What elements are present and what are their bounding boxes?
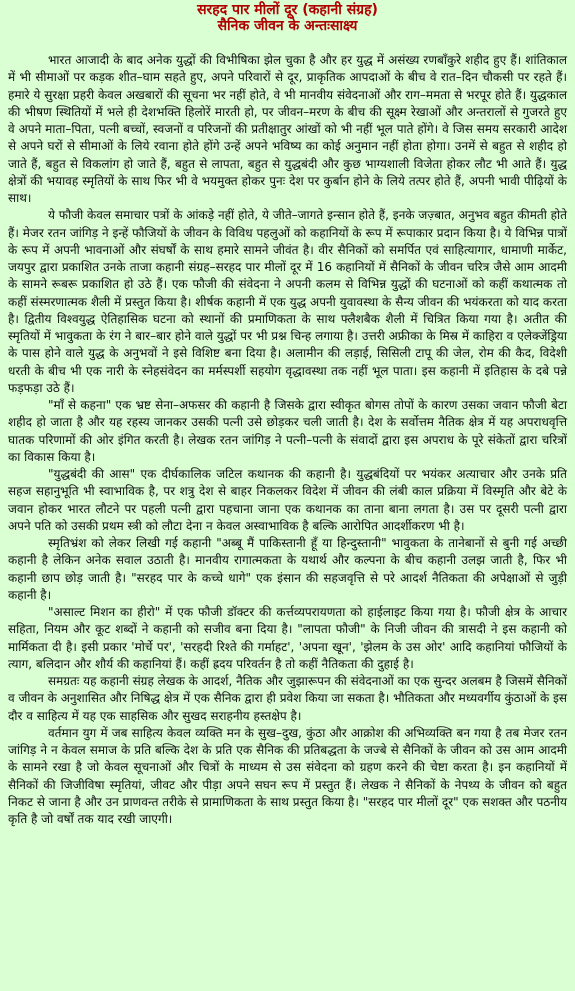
- page-title: सरहद पार मीलों दूर (कहानी संग्रह): [197, 2, 378, 18]
- paragraph-2: ये फौजी केवल समाचार पत्रों के आंकड़े नहीं होते, ये जीते–जागते इन्सान होते हैं, इनके जज़्बात, अनुभव बहुत कीमती होते हैं। मेजर रतन जांगिड़ ने इन्हें फौजियों के जीवन के विविध पहलुओं को कहानियों के रूप में रूपाकार प्रदान किया है। ये विभिन्न पात्रों के रूप में अपनी भावनाओं और संघर्षों के साथ हमारे सामने जीवंत है। वीर सैनिकों को समर्पित एवं साहित्यागार, धामाणी मार्केट, जयपुर द्वारा प्रकाशित उनके ताजा कहानी संग्रह–सरहद पार मीलों दूर में 16 कहानियों में सैनिकों के जीवन चरित्र जैसे आम आदमी के सामने रूबरू प्रकाशित हो उठे हैं। एक फौजी की संवेदना ने अपनी कलम से विभिन्न युद्धों की घटनाओं को कहीं कथात्मक तो कहीं संस्मरणात्मक शैली में प्रस्तुत किया है। शीर्षक कहानी में एक युद्ध अपनी युवावस्था के सैन्य जीवन की भयंकरता को याद करता है। द्वितीय विश्वयुद्ध ऐतिहासिक घटना को स्थानों की प्रमाणिकता के साथ फ्लैशबैक शैली में चित्रित किया गया है। अतीत की स्मृतियों में भावुकता के रंग ने बार–बार होने वाले युद्धों पर भी प्रश्न चिन्ह लगाया है। उत्तरी अफ्रीका के मिस्र में काहिरा व एलेक्जेंड्रिया के पास होने वाले युद्ध के अनुभवों ने इसे विशिष्ट बना दिया है। अलामीन की लड़ाई, सिसिली टापू की जेल, रोम की कैद, विदेशी धरती के बीच भी एक नारी के स्नेहसंवेदन का मर्मस्पर्शी सहयोग वृद्धावस्था तक नहीं भूल पाता। इस कहानी में इतिहास के दबे पन्ने फड़फड़ा उठे हैं।: [8, 208, 567, 395]
- paragraph-8: वर्तमान युग में जब साहित्य केवल व्यक्ति मन के सुख–दुख, कुंठा और आक्रोश की अभिव्यक्ति बन गया है तब मेजर रतन जांगिड़ ने न केवल समाज के प्रति बल्कि देश के प्रति एक सैनिक की प्रतिबद्धता के जज्बे से सैनिकों के जीवन को उस आम आदमी के सामने रखा है जो केवल सूचनाओं और चित्रों के माध्यम से उस संवेदना को ग्रहण करने की चेष्टा करता है। इन कहानियों में सैनिकों की जिजीविषा स्मृतियां, जीवट और पीड़ा अपने सघन रूप में प्रस्तुत हैं। लेखक ने सैनिकों के नेपथ्य के जीवन को बहुत निकट से जाना है और उन प्राणवन्त तरीके से प्रामाणिकता के साथ प्रस्तुत किया है। "सरहद पार मीलों दूर" एक सशक्त और पठनीय कृति है जो वर्षों तक याद रखी जाएगी।: [8, 725, 567, 826]
- paragraph-6: "असाल्ट मिशन का हीरो" में एक फौजी डॉक्टर की कर्त्तव्यपरायणता को हाईलाइट किया गया है। फौजी क्षेत्र के आचार सहिता, नियम और कूट शब्दों ने कहानी को सजीव बना दिया है। "लापता फौजी" के निजी जीवन की त्रासदी ने इस कहानी को मार्मिकता दी है। इसी प्रकार 'मोर्चे पर', 'सरहदी रिश्ते की गर्माहट', 'अपना खून', 'झेलम के उस ओर' आदि कहानियां फौजियों के त्याग, बलिदान और शौर्य की कहानियां हैं। कहीं ह्रदय परिवर्तन है तो कहीं नैतिकता की दुहाई है।: [8, 605, 567, 671]
- article-body: [8, 52, 567, 828]
- paragraph-4: "युद्धबंदी की आस" एक दीर्घकालिक जटिल कथानक की कहानी है। युद्धबंदियों पर भयंकर अत्याचार और उनके प्रति सहज सहानुभूति भी स्वाभाविक है, पर शत्रु देश से बाहर निकलकर विदेश में जीवन की लंबी काल प्रक्रिया में विस्मृति और बेटे के जवान होकर भारत लौटने पर पहली पत्नी द्वारा पहचाना जाना एक कथानक का ताना बाना लगता है। उस पर दूसरी पत्नी द्वारा अपने पति को उसकी प्रथम स्त्री को लौटा देना न केवल अस्वाभाविक है बल्कि आरोपित आदर्शीकरण भी है।: [8, 467, 567, 533]
- paragraph-1: भारत आजादी के बाद अनेक युद्धों की विभीषिका झेल चुका है और हर युद्ध में असंख्य रणबाँकुरे शहीद हुए हैं। शांतिकाल में भी सीमाओं पर कड़क शीत–घाम सहते हुए, अपने परिवारों से दूर, प्राकृतिक आपदाओं के बीच वे रात–दिन चौकसी पर रहते हैं। हमारे ये सुरक्षा प्रहरी केवल अखबारों की सूचना भर नहीं होते, वे भी मानवीय संवेदनाओं और राग–ममता से भरपूर होते हैं। युद्धकाल की भीषण स्थितियों में भले ही देशभक्ति हिलोरें मारती हो, पर जीवन–मरण के बीच की सूक्ष्म रेखाओं और अन्तरालों से गुजरते हुए वे अपने माता–पिता, पत्नी बच्चों, स्वजनों व परिजनों की प्रतीक्षातुर आंखों को भी नहीं भूल पाते होंगे। वे जिस समय सरकारी आदेश से अपने घरों से सीमाओं के लिये रवाना होते होंगे उन्हें अपने भविष्य का कोई अनुमान नहीं होता होगा। उनमें से बहुत से शहीद हो जाते हैं, बहुत से विकलांग हो जाते हैं, बहुत से लापता, बहुत से युद्धबंदी और कुछ भाग्यशाली विजेता होकर लौट भी आते हैं। युद्ध क्षेत्रों की भयावह स्मृतियों के साथ फिर भी वे भयमुक्त होकर पुनः देश पर कुर्बान होने के लिये तत्पर होते हैं, अपनी भावी पीढ़ियों के साथ।: [8, 53, 567, 205]
- paragraph-7: समग्रतः यह कहानी संग्रह लेखक के आदर्श, नैतिक और जुझारूपन की संवेदनाओं का एक सुन्दर अलबम है जिसमें सैनिकों व जीवन के अनुशासित और निषिद्ध क्षेत्र में एक सैनिक द्वारा ही प्रवेश किया जा सकता है। भौतिकता और मध्यवर्गीय कुंठाओं के इस दौर व साहित्य में यह एक साहसिक और सुखद सराहनीय हस्तक्षेप है।: [8, 674, 567, 723]
- paragraph-5: स्मृतिभ्रंश को लेकर लिखी गई कहानी "अब्बू मैं पाकिस्तानी हूँ या हिन्दुस्तानी" भावुकता के तानेबानों से बुनी गई अच्छी कहानी है लेकिन अनेक सवाल उठाती है। मानवीय रागात्मकता के यथार्थ और कल्पना के बीच कहानी उलझ जाती है, फिर भी कहानी छाप छोड़ जाती है। "सरहद पार के कच्चे धागे" एक इंसान की सहजवृत्ति से परे आदर्श नैतिकता की अपेक्षाओं से जुड़ी कहानी है।: [8, 536, 567, 602]
- page-header: [8, 2, 567, 34]
- paragraph-3: "माँ से कहना" एक भ्रष्ट सेना–अफसर की कहानी है जिसके द्वारा स्वीकृत बोगस तोपों के कारण उसका जवान फौजी बेटा शहीद हो जाता है और यह रहस्य जानकर उसकी पत्नी उसे छोड़कर चली जाती है। देश के सर्वोत्तम नैतिक क्षेत्र में यह अपराधवृत्ति घातक परिणामों की ओर इंगित करती है। लेखक रतन जांगिड़ ने पत्नी–पत्नी के संवादों द्वारा इस अपराध के पूरे संकेतों द्वारा चरित्रों का विकास किया है।: [8, 398, 567, 464]
- page-subtitle: सैनिक जीवन के अन्तःसाक्ष्य: [217, 18, 358, 34]
